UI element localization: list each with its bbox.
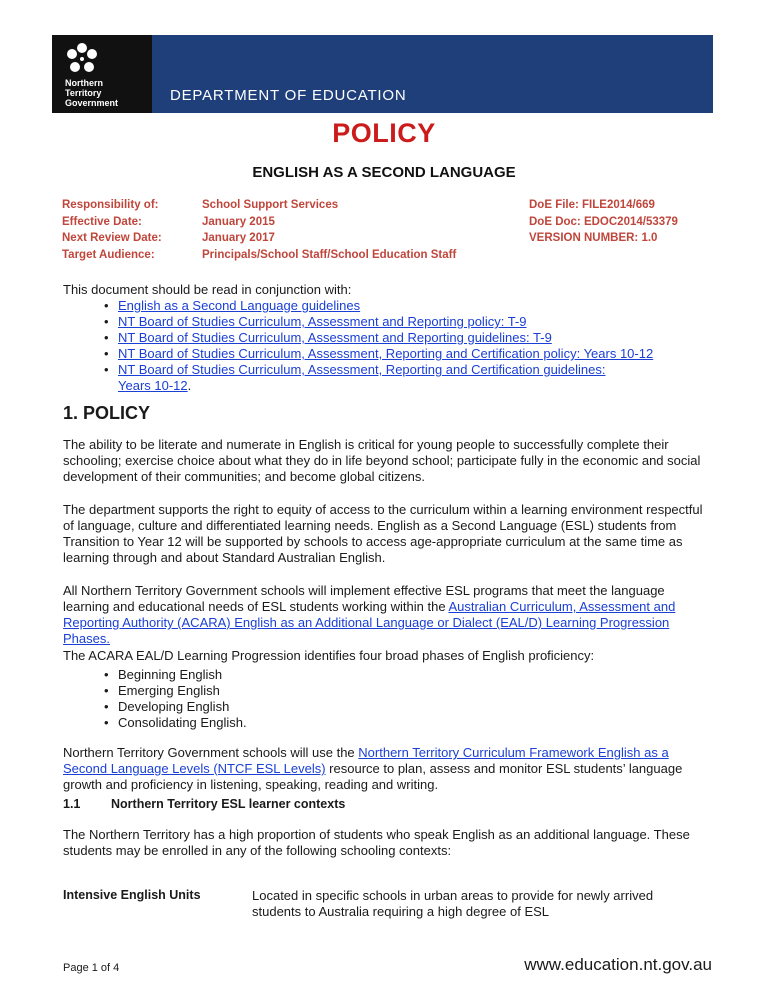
list-item bbox=[63, 362, 723, 394]
related-link[interactable]: NT Board of Studies Curriculum, Assessment and Reporting policy: T-9 bbox=[118, 314, 527, 329]
meta-value: January 2015 bbox=[202, 215, 275, 228]
doe-doc: DoE Doc: EDOC2014/53379 bbox=[529, 215, 678, 228]
list-item bbox=[63, 314, 723, 330]
policy-paragraph: The ACARA EAL/D Learning Progression identifies four broad phases of English proficiency: bbox=[63, 648, 595, 663]
paragraph-text: All Northern Territory Government schools will implement effective ESL programs that meet the language learning and educational needs of ESL students working within the bbox=[63, 583, 665, 614]
footer-url: www.education.nt.gov.au bbox=[524, 955, 712, 974]
meta-label: Effective Date: bbox=[62, 215, 142, 228]
related-documents-list bbox=[63, 298, 723, 394]
related-link-line: Years 10-12 bbox=[118, 378, 188, 393]
related-documents-lead: This document should be read in conjunction with: bbox=[63, 282, 352, 297]
context-label: Intensive English Units bbox=[63, 888, 201, 902]
logo-line: Government bbox=[65, 98, 119, 108]
list-item bbox=[63, 330, 723, 346]
related-link[interactable]: NT Board of Studies Curriculum, Assessment, Reporting and Certification policy: Years 10-12 bbox=[118, 346, 654, 361]
policy-paragraph: The department supports the right to equity of access to the curriculum within a learning environment respectful of language, culture and differentiated learning needs. English as a Second Language (ESL) students from Transition to Year 12 will be supported by schools to access age-appropriate curriculum at the same time as learning through and about Standard Australian English. bbox=[63, 502, 703, 565]
doe-file: DoE File: FILE2014/669 bbox=[529, 199, 655, 211]
list-item: • Developing English bbox=[63, 699, 247, 715]
related-link[interactable]: NT Board of Studies Curriculum, Assessment and Reporting guidelines: T-9 bbox=[118, 330, 552, 345]
meta-values bbox=[202, 197, 456, 263]
paragraph-text: Northern Territory Government schools will use the bbox=[63, 745, 359, 760]
meta-value: School Support Services bbox=[202, 199, 339, 211]
policy-paragraph bbox=[63, 745, 713, 793]
department-name: DEPARTMENT OF EDUCATION bbox=[170, 87, 407, 104]
list-item: • Consolidating English. bbox=[63, 715, 247, 731]
paragraph-text: resource to plan, assess and monitor ESL students’ language growth and proficiency in listening, speaking, reading and writing. bbox=[63, 761, 683, 792]
meta-label: Next Review Date: bbox=[62, 232, 162, 244]
policy-paragraph bbox=[63, 583, 713, 647]
subsection-number: 1.1 bbox=[63, 797, 81, 811]
meta-file-info bbox=[529, 197, 678, 247]
page-number: Page 1 of 4 bbox=[63, 962, 120, 974]
version-number: VERSION NUMBER: 1.0 bbox=[529, 232, 658, 244]
phase-list bbox=[63, 667, 247, 731]
meta-labels bbox=[62, 197, 162, 263]
list-item: • Emerging English bbox=[63, 683, 247, 699]
meta-label: Target Audience: bbox=[62, 248, 155, 261]
meta-value: January 2017 bbox=[202, 232, 275, 244]
star-flower-icon bbox=[65, 42, 99, 76]
meta-value: Principals/School Staff/School Education Staff bbox=[202, 248, 457, 261]
nt-government-logo bbox=[52, 35, 152, 113]
link-suffix: . bbox=[187, 378, 192, 393]
policy-paragraph: The ability to be literate and numerate in English is critical for young people to successfully complete their schooling; exercise choice about what they do in life beyond school; participate fully in the economic and social development of their communities; and become global citizens. bbox=[63, 437, 701, 484]
subsection-title: Northern Territory ESL learner contexts bbox=[111, 797, 346, 811]
acara-link[interactable]: Australian Curriculum, Assessment and Reporting Authority (ACARA) English as an Additional Language or Dialect (EAL/D) Learning Progression Phases. bbox=[63, 599, 676, 646]
logo-text bbox=[65, 78, 149, 108]
section-title-policy: 1. POLICY bbox=[63, 403, 151, 423]
related-documents bbox=[63, 282, 723, 394]
ntcf-link[interactable]: Northern Territory Curriculum Framework English as a Second Language Levels (NTCF ESL Levels) bbox=[63, 745, 669, 776]
related-link[interactable]: English as a Second Language guidelines bbox=[118, 298, 361, 313]
context-description: Located in specific schools in urban areas to provide for newly arrived students to Australia requiring a high degree of ESL bbox=[252, 888, 654, 919]
list-item bbox=[63, 346, 723, 362]
header-banner bbox=[52, 35, 713, 113]
document-title: ENGLISH AS A SECOND LANGUAGE bbox=[252, 164, 516, 181]
subsection-paragraph: The Northern Territory has a high proportion of students who speak English as an additional language. These students may be enrolled in any of the following schooling contexts: bbox=[63, 827, 690, 858]
meta-label: Responsibility of: bbox=[62, 199, 159, 211]
logo-line: Northern bbox=[65, 78, 103, 88]
policy-heading: POLICY bbox=[332, 118, 436, 148]
list-item bbox=[63, 298, 723, 314]
related-link-line: NT Board of Studies Curriculum, Assessment, Reporting and Certification guidelines: bbox=[118, 362, 606, 377]
list-item: • Beginning English bbox=[63, 667, 247, 683]
logo-line: Territory bbox=[65, 88, 102, 98]
